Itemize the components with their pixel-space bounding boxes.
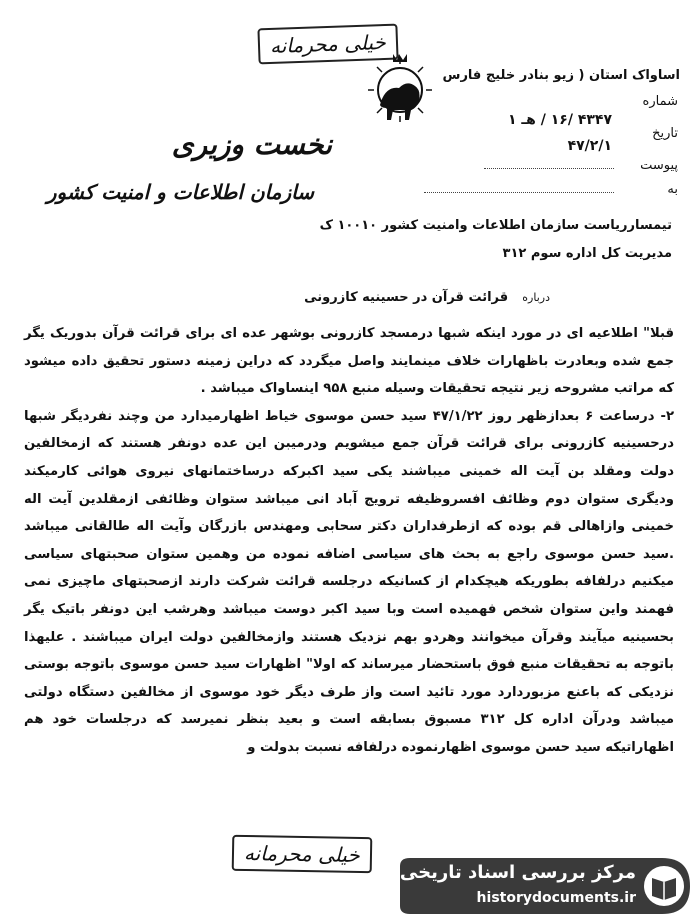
watermark-url: historydocuments.ir xyxy=(476,890,636,906)
to-row xyxy=(424,182,678,197)
date-label: تاریخ xyxy=(652,126,678,141)
to-label: به xyxy=(667,182,678,197)
classification-stamp-top: خیلی محرمانه xyxy=(257,24,398,65)
date-row xyxy=(626,126,678,141)
letter-body xyxy=(24,320,674,762)
number-value-row xyxy=(508,112,622,128)
subject-value: قرائت قرآن در حسینیه کازرونی xyxy=(304,290,509,305)
number-value: ۴۳۴۷ /۱۶ / هـ ۱ xyxy=(507,112,612,128)
recipient-line: اساواک استان ( زیو بنادر خلیج فارس xyxy=(442,68,680,83)
number-row xyxy=(626,94,678,109)
attachment-row xyxy=(484,158,678,173)
subject-label: درباره xyxy=(522,291,550,304)
lion-and-sun-emblem-icon xyxy=(355,50,445,132)
watermark-title: مرکز بررسی اسناد تاریخی xyxy=(399,862,636,883)
addressee-line-2: مدیریت کل اداره سوم ۳۱۲ xyxy=(502,246,672,261)
classification-stamp-bottom: خیلی محرمانه xyxy=(232,835,372,873)
body-paragraph-1: قبلا" اطلاعیه ای در مورد اینکه شبها درمسجد کازرونی بوشهر عده ای برای قرائت قرآن بدوریک یگر جمع شده وبعادرت باظهارات خلاف مینمایند واصل میگردد که دراین زمینه دستور تحقیق داده میشود که مراتب مشروحه زیر نتیجه تحقیقات وسیله منبع ۹۵۸ اینساواک میباشد . xyxy=(24,326,674,397)
to-dotted-line xyxy=(424,182,614,193)
attachment-dotted-line xyxy=(484,158,614,169)
date-value: ۴۷/۲/۱ xyxy=(567,138,612,154)
attachment-label: پیوست xyxy=(640,158,678,173)
body-paragraph-2: ۲- درساعت ۶ بعدازظهر روز ۴۷/۱/۲۲ سید حسن موسوی خیاط اظهارمیدارد من وچند نفردیگر شبها درحسینیه کازرونی برای قرائت قرآن جمع میشویم ودرمیبن این عده دونفر هستند که ازمخالفین دولت ومقلد بن آیت اله خمینی میباشند یکی سید اکبرکه درساختمانهای نیروی هوائی کارمیکند ودیگری ستوان دوم وظائف افسروظیفه ترویج آباد انی میباشد ستوان وظائفی ازمقلدین آیت اله خمینی وازاهالی قم بوده که ازطرفداران دکتر سحابی ومهندس بازرگان وآیت اله طالقانی میباشد .سید حسن موسوی راجع به بحث های سیاسی اضافه نموده من وهمین ستوان صحبتهای سیاسی میکنیم درلفافه بطوریکه هیچکدام از کسانیکه درجلسه قرائت شرکت دارند ازصحبتهای ماچیزی نمی فهمند واین ستوان شخص فهمیده است وبا سید اکبر دوست میباشد وهرشب این دونفر باتیک یگر بحسینیه میآیند وقرآن میخوانند وهردو بهم نزدیک هستند وازمخالفین دولت ایران میباشند . علیهذا باتوجه به تحقیقات منبع فوق باستحضار میرساند که اولا" اظهارات سید حسن موسوی باتوجه بوستی نزدیکی که باعنع مزبوردارد مورد تائید است واز طرف دیگر خود موسوی از مخالفین دستگاه دولتی میباشد ودرآن اداره کل ۳۱۲ مسبوق بسابقه است و بعید بنظر نمیرسد که درجلسات خود هم اظهاراتیکه سید حسن موسوی اظهارنموده درلفافه نسبت بدولت و xyxy=(24,408,674,755)
number-label: شماره xyxy=(642,94,678,109)
watermark-logo xyxy=(400,858,690,914)
archive-book-icon xyxy=(642,864,686,908)
subject-row xyxy=(304,290,550,305)
date-value-row xyxy=(568,138,622,154)
header-subtitle: سازمان اطلاعات و امنیت کشور xyxy=(46,180,314,204)
header-title: نخست وزیری xyxy=(171,128,332,161)
addressee-line-1: تیمسارریاست سازمان اطلاعات وامنیت کشور ۱۰۰۱۰ ک xyxy=(319,218,672,233)
